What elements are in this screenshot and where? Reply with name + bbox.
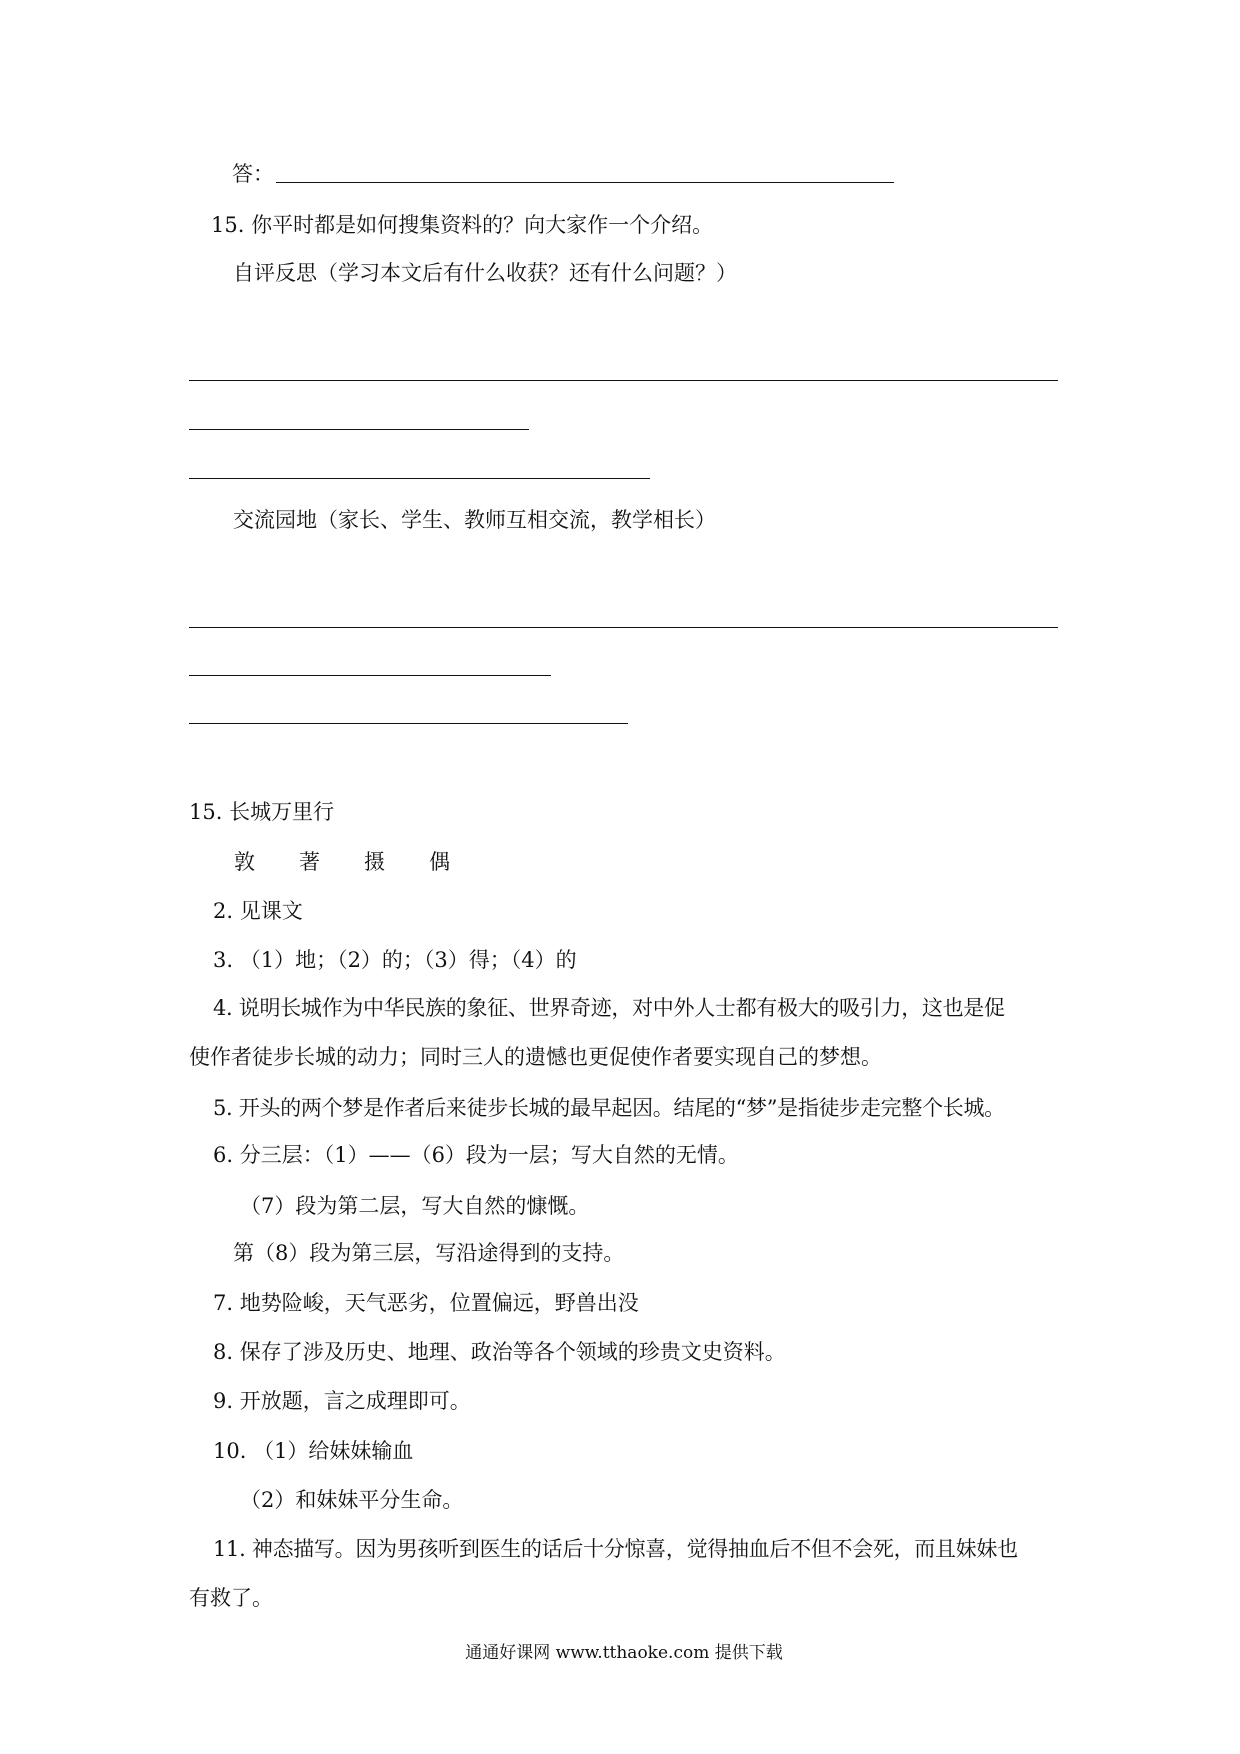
answer-10-line-2: （2）和妹妹平分生命。: [240, 1488, 464, 1512]
answer-label: 答：: [232, 162, 274, 186]
exchange-line-2[interactable]: [189, 675, 551, 676]
answer-6-line-1: 6. 分三层：（1）——（6）段为一层；写大自然的无情。: [213, 1143, 739, 1167]
answer-10-line-1: 10. （1）给妹妹输血: [213, 1439, 414, 1463]
char: 摄: [364, 850, 385, 874]
answer-1-characters: [234, 849, 494, 875]
answer-7: 7. 地势险峻，天气恶劣，位置偏远，野兽出没: [213, 1291, 639, 1315]
reflection-line-3[interactable]: [189, 478, 650, 479]
self-reflection-heading: 自评反思（学习本文后有什么收获？还有什么问题？）: [233, 261, 737, 285]
answer-4-line-1: 4. 说明长城作为中华民族的象征、世界奇迹，对中外人士都有极大的吸引力，这也是促: [213, 996, 1005, 1020]
exchange-line-1[interactable]: [189, 627, 1058, 628]
answer-blank-line[interactable]: [276, 182, 894, 183]
answer-11-line-1: 11. 神态描写。因为男孩听到医生的话后十分惊喜，觉得抽血后不但不会死，而且妹妹也: [213, 1537, 1018, 1561]
char: 敦: [234, 850, 255, 874]
reflection-line-1[interactable]: [189, 380, 1058, 381]
answer-11-line-2: 有救了。: [189, 1586, 273, 1610]
char: 偶: [429, 850, 450, 874]
reflection-line-2[interactable]: [189, 429, 529, 430]
footer-download-notice: 通通好课网 www.tthaoke.com 提供下载: [465, 1643, 783, 1663]
answer-2: 2. 见课文: [213, 899, 303, 923]
answer-3: 3. （1）地；（2）的；（3）得；（4）的: [213, 948, 577, 972]
answers-title: 15. 长城万里行: [189, 800, 335, 824]
answer-6-line-3: 第（8）段为第三层，写沿途得到的支持。: [233, 1241, 625, 1265]
answer-4-line-2: 使作者徒步长城的动力；同时三人的遗憾也更促使作者要实现自己的梦想。: [189, 1045, 882, 1069]
question-15: 15. 你平时都是如何搜集资料的？向大家作一个介绍。: [211, 213, 714, 237]
char: 著: [299, 850, 320, 874]
exchange-heading: 交流园地（家长、学生、教师互相交流，教学相长）: [233, 508, 716, 532]
answer-8: 8. 保存了涉及历史、地理、政治等各个领域的珍贵文史资料。: [213, 1340, 786, 1364]
answer-5: 5. 开头的两个梦是作者后来徒步长城的最早起因。结尾的“梦”是指徒步走完整个长城。: [213, 1096, 1005, 1120]
answer-6-line-2: （7）段为第二层，写大自然的慷慨。: [240, 1194, 590, 1218]
answer-9: 9. 开放题，言之成理即可。: [213, 1389, 471, 1413]
exchange-line-3[interactable]: [189, 723, 628, 724]
